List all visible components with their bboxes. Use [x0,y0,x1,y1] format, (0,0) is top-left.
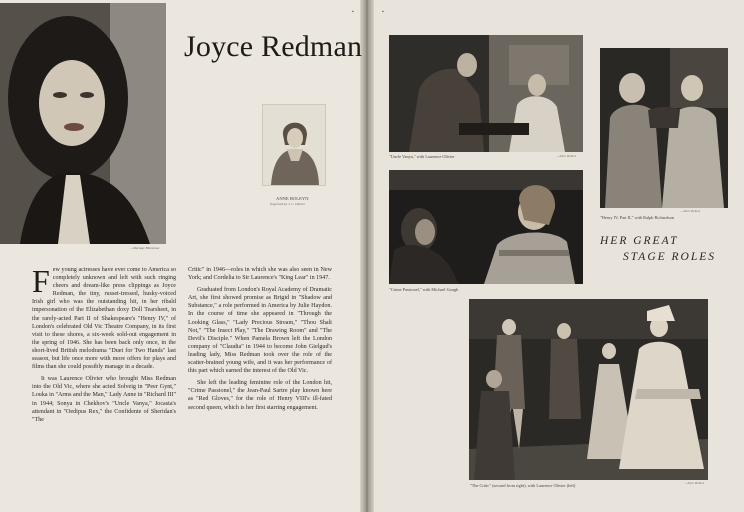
credit-uncle-vanya: —John Vickers [556,154,577,158]
page-mark-right: ▪ [382,10,384,15]
inset-credit: Engraved by J. C. Dalton [270,202,305,206]
paragraph: She left the leading feminine role of the London hit, "Crime Passionel," the Jean-Paul Sartre play known here as "Red Gloves," for the role of Henry VIII's ill-fated second queen, which is her first starring engagement. [188,380,332,411]
credit-the-critic: —John Vickers [684,481,705,485]
page-mark-left: ▪ [352,10,354,15]
body-column-left [32,263,176,428]
heading-line-1: HER GREAT [600,235,679,247]
inset-name: ANNE BOLEYN [276,196,309,201]
page-title: Joyce Redman [184,30,363,63]
photo-henry-iv [600,48,728,208]
heading-line-2: STAGE ROLES [623,251,717,263]
photo-crime-passionel [389,170,583,284]
drop-cap: F [32,263,50,299]
photo-uncle-vanya [389,35,583,152]
paragraph: It was Laurence Olivier who brought Miss Redman into the Old Vic, where she acted Solveig in "Peer Gynt," Louka in "Arms and the Man," Lady Anne in "Richard III" in 1944; Sonya in Chekhov's "Uncle Vanya," Jocasta's attendant in "Oedipus Rex," the Confidente of Sheridan's "The [32,376,176,423]
caption-henry-iv: "Henry IV, Part II," with Ralph Richardson [600,215,675,220]
paragraph: Critic" in 1946—roles in which she was also seen in New York; and Cordelia to Sir Laurence's "King Lear" in 1947. [188,267,332,282]
caption-the-critic: "The Critic" (second from right), with Laurence Olivier (left) [470,483,576,488]
body-column-right [188,266,332,416]
anne-boleyn-engraving [262,104,326,186]
book-gutter [360,0,374,512]
caption-uncle-vanya: "Uncle Vanya," with Laurence Olivier [389,154,455,159]
stage-roles-heading [600,233,716,265]
paragraph: ew young actresses have ever come to America so completely unknown and left with such ringing cheers and dream-like press clippings as Joyce Redman, the tiny, russet-tressed, husky-voiced Irish girl who was the outstanding hit, in her ribald impersonation of the Elizabethan doxy Doll Tearsheet, in the rarely-acted Part II of Shakespeare's "Henry IV," of London's celebrated Old Vic Theatre Company, in its first visit to these shores, a six-week sold-out engagement in the spring of 1946. She has been back only once, in the short-lived British melodrama "Duet for Two Hands" last season, but life once more with more offers for plays and films than she could possibly manage in a decade. [32,267,176,371]
credit-henry-iv: —John Vickers [680,209,701,213]
paragraph: Graduated from London's Royal Academy of Dramatic Art, she first showed promise as Brigid in "Shadow and Substance," a role performed in America by Julie Haydon. In the course of time she appeared in "Through the Looking Glass," "Lady Precious Stream," "Thou Shalt Not," "The Insect Play," "The Drawing Room" and "The Devil's Disciple." When Pamela Brown left the London company of "Claudia" in 1944 to become John Gielgud's leading lady, Miss Redman took over the role of the scatter-brained young wife, and it was her performance of this part which earned the interest of the Old Vic. [188,287,332,375]
portrait-photo [0,3,166,244]
photo-the-critic [469,299,708,480]
portrait-credit: —Mariage Blumenau [130,246,160,250]
caption-crime-passionel: "Crime Passionel," with Michael Gough [389,287,459,292]
